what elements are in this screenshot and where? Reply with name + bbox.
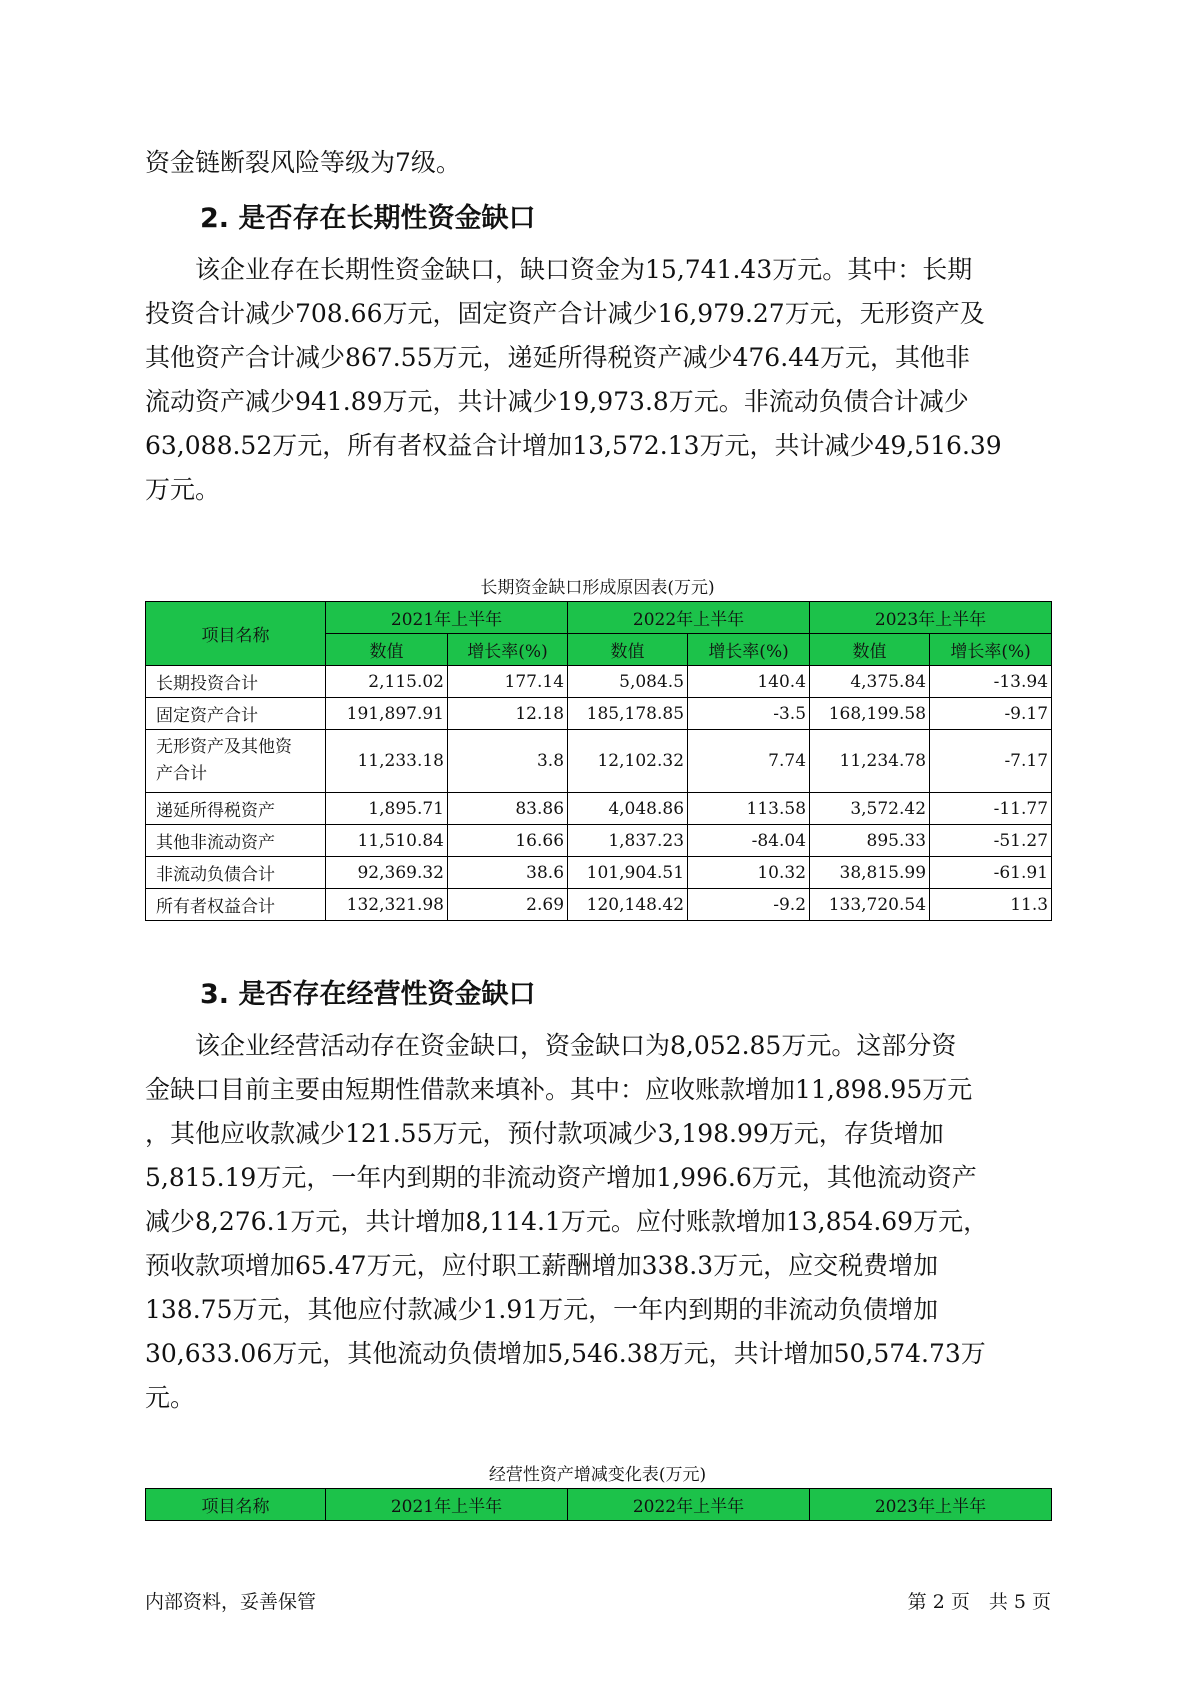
table-row	[146, 730, 1052, 793]
cell-rate: 140.4	[688, 666, 810, 698]
cell-value: 11,234.78	[810, 730, 930, 793]
column-header-period: 2023年上半年	[810, 602, 1052, 634]
column-header-value: 数值	[810, 634, 930, 666]
cell-rate: 83.86	[448, 793, 568, 825]
cell-value: 11,510.84	[326, 825, 448, 857]
row-name: 固定资产合计	[146, 698, 326, 730]
table-row	[146, 666, 1052, 698]
row-name-line: 无形资产及其他资	[156, 737, 292, 757]
cell-value: 5,084.5	[568, 666, 688, 698]
table-row	[146, 698, 1052, 730]
paragraph-line: 金缺口目前主要由短期性借款来填补。其中：应收账款增加11,898.95万元	[145, 1075, 973, 1104]
cell-value: 38,815.99	[810, 857, 930, 889]
cell-rate: 11.3	[930, 889, 1052, 921]
paragraph-line: 万元。	[145, 475, 221, 504]
cell-value: 133,720.54	[810, 889, 930, 921]
cell-value: 101,904.51	[568, 857, 688, 889]
section-3-heading: 3. 是否存在经营性资金缺口	[200, 979, 536, 1010]
cell-rate: 10.32	[688, 857, 810, 889]
cell-value: 1,895.71	[326, 793, 448, 825]
cell-value: 168,199.58	[810, 698, 930, 730]
table-row	[146, 889, 1052, 921]
table-header-row	[146, 602, 1052, 634]
cell-rate: 38.6	[448, 857, 568, 889]
paragraph-line: 该企业经营活动存在资金缺口，资金缺口为8,052.85万元。这部分资	[145, 1031, 957, 1060]
cell-value: 12,102.32	[568, 730, 688, 793]
row-name	[146, 730, 326, 793]
cell-rate: -11.77	[930, 793, 1052, 825]
cell-value: 3,572.42	[810, 793, 930, 825]
cell-value: 4,048.86	[568, 793, 688, 825]
cell-value: 132,321.98	[326, 889, 448, 921]
row-name-line: 产合计	[156, 764, 207, 784]
cell-value: 895.33	[810, 825, 930, 857]
cell-rate: -7.17	[930, 730, 1052, 793]
table-header-row	[146, 1489, 1052, 1521]
paragraph-line: 资金链断裂风险等级为7级。	[145, 148, 461, 177]
column-header-item-name: 项目名称	[146, 1489, 326, 1521]
footer-confidential-note: 内部资料，妥善保管	[145, 1591, 317, 1613]
cell-rate: -84.04	[688, 825, 810, 857]
column-header-value: 数值	[326, 634, 448, 666]
column-header-rate: 增长率(%)	[688, 634, 810, 666]
column-header-rate: 增长率(%)	[448, 634, 568, 666]
paragraph-line: 30,633.06万元，其他流动负债增加5,546.38万元，共计增加50,574.73万	[145, 1339, 986, 1368]
paragraph-line: 减少8,276.1万元，共计增加8,114.1万元。应付账款增加13,854.69万元，	[145, 1207, 989, 1236]
column-header-period: 2021年上半年	[326, 1489, 568, 1521]
section-2-heading: 2. 是否存在长期性资金缺口	[200, 203, 536, 234]
paragraph-line: 预收款项增加65.47万元，应付职工薪酬增加338.3万元，应交税费增加	[145, 1251, 939, 1280]
cell-value: 1,837.23	[568, 825, 688, 857]
table-row	[146, 793, 1052, 825]
paragraph-line: 138.75万元，其他应付款减少1.91万元，一年内到期的非流动负债增加	[145, 1295, 939, 1324]
cell-value: 11,233.18	[326, 730, 448, 793]
table-row	[146, 825, 1052, 857]
paragraph-line: 元。	[145, 1383, 196, 1412]
paragraph-line: 63,088.52万元，所有者权益合计增加13,572.13万元，共计减少49,516.39	[145, 431, 1002, 460]
long-term-gap-table	[145, 601, 1052, 921]
column-header-period: 2023年上半年	[810, 1489, 1052, 1521]
cell-rate: 7.74	[688, 730, 810, 793]
cell-rate: -13.94	[930, 666, 1052, 698]
row-name: 递延所得税资产	[146, 793, 326, 825]
section-2-paragraph	[145, 248, 1050, 512]
row-name: 长期投资合计	[146, 666, 326, 698]
cell-value: 92,369.32	[326, 857, 448, 889]
column-header-item-name: 项目名称	[146, 602, 326, 666]
paragraph-line: ，其他应收款减少121.55万元，预付款项减少3,198.99万元，存货增加	[145, 1119, 944, 1148]
cell-rate: 16.66	[448, 825, 568, 857]
column-header-period: 2022年上半年	[568, 602, 810, 634]
cell-value: 191,897.91	[326, 698, 448, 730]
cell-rate: -51.27	[930, 825, 1052, 857]
cell-rate: 177.14	[448, 666, 568, 698]
cell-rate: 2.69	[448, 889, 568, 921]
paragraph-line: 5,815.19万元，一年内到期的非流动资产增加1,996.6万元，其他流动资产	[145, 1163, 977, 1192]
cell-value: 120,148.42	[568, 889, 688, 921]
cell-rate: 113.58	[688, 793, 810, 825]
footer-page-number: 第 2 页 共 5 页	[907, 1591, 1051, 1613]
row-name: 所有者权益合计	[146, 889, 326, 921]
column-header-rate: 增长率(%)	[930, 634, 1052, 666]
row-name: 非流动负债合计	[146, 857, 326, 889]
cell-rate: -61.91	[930, 857, 1052, 889]
paragraph-line: 投资合计减少708.66万元，固定资产合计减少16,979.27万元，无形资产及	[145, 299, 985, 328]
cell-rate: -9.17	[930, 698, 1052, 730]
table-2-caption: 经营性资产增减变化表(万元)	[488, 1465, 707, 1485]
paragraph-line: 其他资产合计减少867.55万元，递延所得税资产减少476.44万元，其他非	[145, 343, 970, 372]
cell-rate: -9.2	[688, 889, 810, 921]
cell-rate: 3.8	[448, 730, 568, 793]
cell-rate: 12.18	[448, 698, 568, 730]
cell-value: 4,375.84	[810, 666, 930, 698]
top-paragraph	[145, 141, 1050, 185]
paragraph-line: 流动资产减少941.89万元，共计减少19,973.8万元。非流动负债合计减少	[145, 387, 969, 416]
row-name: 其他非流动资产	[146, 825, 326, 857]
section-3-paragraph	[145, 1024, 1050, 1420]
column-header-period: 2021年上半年	[326, 602, 568, 634]
column-header-value: 数值	[568, 634, 688, 666]
table-row	[146, 857, 1052, 889]
cell-rate: -3.5	[688, 698, 810, 730]
cell-value: 2,115.02	[326, 666, 448, 698]
paragraph-line: 该企业存在长期性资金缺口，缺口资金为15,741.43万元。其中：长期	[145, 255, 973, 284]
operating-assets-table	[145, 1488, 1052, 1521]
column-header-period: 2022年上半年	[568, 1489, 810, 1521]
cell-value: 185,178.85	[568, 698, 688, 730]
table-1-caption: 长期资金缺口形成原因表(万元)	[480, 578, 715, 598]
